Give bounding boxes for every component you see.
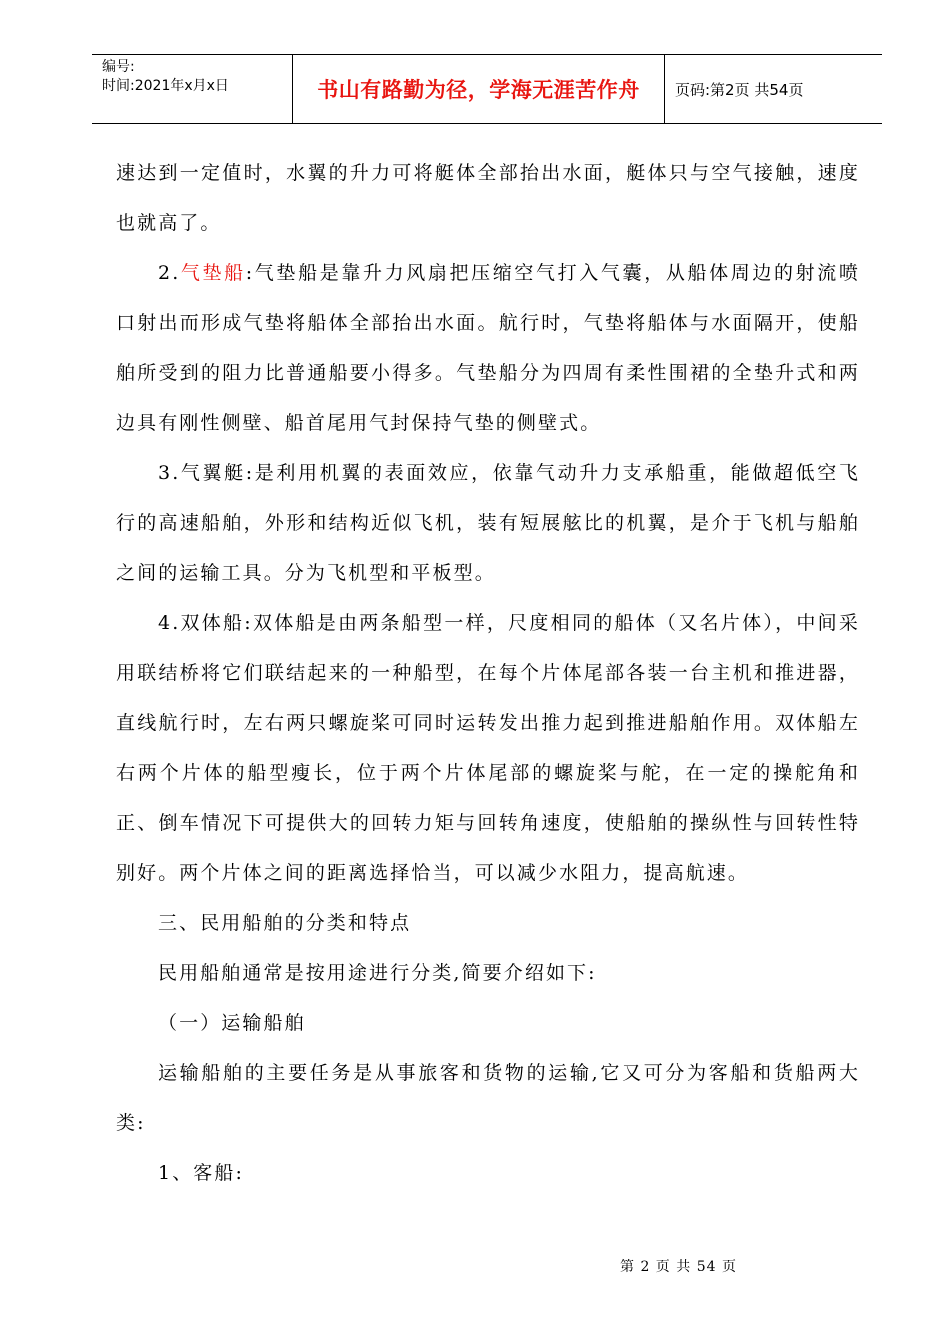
section-heading: 三、民用船舶的分类和特点 xyxy=(158,912,412,934)
header-motto: 书山有路勤为径，学海无涯苦作舟 xyxy=(293,55,665,123)
subsection-heading: （一）运输船舶 xyxy=(158,1012,306,1034)
paragraph-hovercraft xyxy=(116,248,860,448)
header-page-label: 页码:第2页 共54页 xyxy=(675,80,804,99)
highlighted-term: 气垫船 xyxy=(180,262,246,284)
paragraph-continuation: 速达到一定值时，水翼的升力可将艇体全部抬出水面，艇体只与空气接触，速度也就高了。 xyxy=(116,162,860,234)
paragraph-text: :气垫船是靠升力风扇把压缩空气打入气囊，从船体周边的射流喷口射出而形成气垫将船体全部抬出水面。航行时，气垫将船体与水面隔开，使船舶所受到的阻力比普通船要小得多。气垫船分为四周有柔性围裙的全垫升式和两边具有刚性侧壁、船首尾用气封保持气垫的侧壁式。 xyxy=(116,262,860,434)
header-meta xyxy=(92,55,293,123)
page-header xyxy=(92,54,882,124)
paragraph-number: 2. xyxy=(158,262,181,284)
paragraph-catamaran: 4.双体船:双体船是由两条船型一样，尺度相同的船体（又名片体），中间采用联结桥将它们联结起来的一种船型，在每个片体尾部各装一台主机和推进器，直线航行时，左右两只螺旋桨可同时运转发出推力起到推进船舶作用。双体船左右两个片体的船型瘦长，位于两个片体尾部的螺旋桨与舵，在一定的操舵角和正、倒车情况下可提供大的回转力矩与回转角速度，使船舶的操纵性与回转性特别好。两个片体之间的距离选择恰当，可以减少水阻力，提高航速。 xyxy=(116,612,860,884)
item-heading: 1、客船: xyxy=(158,1162,244,1184)
paragraph-intro: 民用船舶通常是按用途进行分类,简要介绍如下: xyxy=(158,962,597,984)
document-number-label: 编号: xyxy=(102,59,135,75)
document-body xyxy=(116,148,860,1198)
page-footer: 第 2 页 共 54 页 xyxy=(620,1259,737,1275)
paragraph-wing-ship: 3.气翼艇:是利用机翼的表面效应，依靠气动升力支承船重，能做超低空飞行的高速船舶，外形和结构近似飞机，装有短展舷比的机翼，是介于飞机与船舶之间的运输工具。分为飞机型和平板型。 xyxy=(116,462,860,584)
paragraph-transport: 运输船舶的主要任务是从事旅客和货物的运输,它又可分为客船和货船两大类: xyxy=(116,1062,860,1134)
document-time-label: 时间:2021年x月x日 xyxy=(102,78,229,94)
